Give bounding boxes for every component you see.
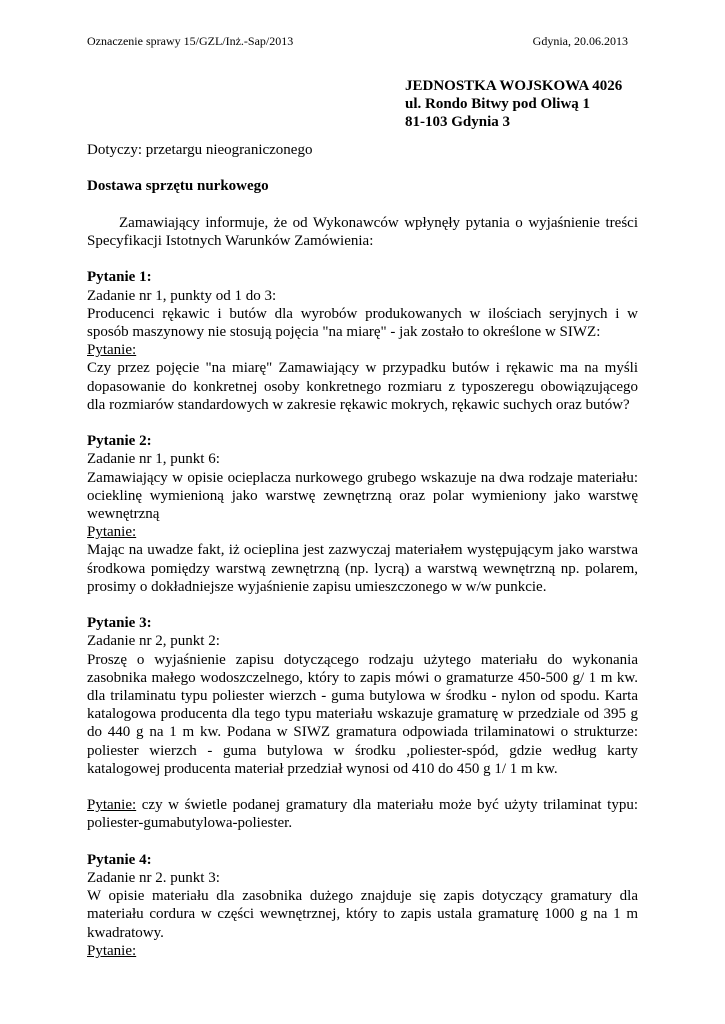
question-context: Producenci rękawic i butów dla wyrobów produkowanych w ilościach seryjnych i w sposób maszynowy nie stosują pojęcia "na miarę" - jak zostało to określone w SIWZ: bbox=[87, 305, 638, 340]
address-line-3: 81-103 Gdynia 3 bbox=[405, 114, 511, 130]
question-label: Pytanie: bbox=[87, 524, 137, 541]
question-2-section bbox=[87, 432, 638, 596]
subject-line: Dotyczy: przetargu nieograniczonego bbox=[87, 142, 313, 158]
task-reference: Zadanie nr 2, punkt 2: bbox=[87, 633, 220, 650]
task-reference: Zadanie nr 1, punkt 6: bbox=[87, 451, 220, 468]
place-date: Gdynia, 20.06.2013 bbox=[532, 34, 628, 48]
task-reference: Zadanie nr 1, punkty od 1 do 3: bbox=[87, 287, 277, 304]
question-label: Pytanie: bbox=[87, 342, 137, 359]
question-text: Czy przez pojęcie "na miarę" Zamawiający w przypadku butów i rękawic ma na myśli dopasowanie do konkretnej osoby konkretnego rozmiaru z typoszeregu obowiązującego dla rozmiarów standardowych w zakresie rękawic mokrych, rękawic suchych oraz butów? bbox=[87, 360, 638, 413]
question-label: Pytanie: bbox=[87, 942, 137, 959]
question-1-section bbox=[87, 268, 638, 414]
address-line-1: JEDNOSTKA WOJSKOWA 4026 bbox=[405, 78, 623, 94]
question-text: czy w świetle podanej gramatury dla materiału może być użyty trilaminat typu: poliester-gumabutylowa-poliester. bbox=[87, 797, 638, 832]
question-text: Mając na uwadze fakt, iż ocieplina jest zazwyczaj materiałem występującym jako warstwa środkowa pomiędzy warstwą zewnętrzną (np. lycrą) a warstwą wewnętrzną np. polarem, prosimy o dokładniejsze wyjaśnienie zapisu umieszczonego w w/w punkcie. bbox=[87, 542, 638, 595]
question-heading: Pytanie 3: bbox=[87, 615, 152, 632]
question-heading: Pytanie 1: bbox=[87, 269, 152, 286]
question-text-line bbox=[87, 796, 638, 832]
task-reference: Zadanie nr 2. punkt 3: bbox=[87, 870, 220, 887]
document-title: Dostawa sprzętu nurkowego bbox=[87, 178, 269, 195]
question-context: Proszę o wyjaśnienie zapisu dotyczącego rodzaju użytego materiału do wykonania zasobnika małego wodoszczelnego, który to zapis mówi o gramaturze 450-500 g/ 1 m kw. dla trilaminatu typu poliester wierzch - guma butylowa w środku - nylon od spodu. Karta katalogowa producenta dla tego typu materiału wskazuje gramaturę w przedziale od 395 g do 440 g na 1 m kw. Podana w SIWZ gramatura odpowiada trilaminatowi o strukturze: poliester wierzch - guma butylowa w środku ,poliester-spód, gdzie według karty katalogowej producenta materiał przedział wynosi od 410 do 450 g 1/ 1 m kw. bbox=[87, 651, 638, 777]
case-reference: Oznaczenie sprawy 15/GZL/Inż.-Sap/2013 bbox=[87, 34, 294, 48]
question-3-section bbox=[87, 614, 638, 832]
question-label: Pytanie: bbox=[87, 797, 137, 814]
address-line-2: ul. Rondo Bitwy pod Oliwą 1 bbox=[405, 96, 591, 112]
question-4-section bbox=[87, 851, 638, 960]
document-body bbox=[87, 141, 638, 960]
recipient-address bbox=[405, 77, 622, 131]
question-heading: Pytanie 4: bbox=[87, 851, 152, 868]
question-context: W opisie materiału dla zasobnika dużego znajduje się zapis dotyczący gramatury dla materiału cordura w części wewnętrznej, który to zapis ustala gramaturę 1000 g na 1 m kwadratowy. bbox=[87, 888, 638, 941]
question-heading: Pytanie 2: bbox=[87, 433, 152, 450]
question-context: Zamawiający w opisie ocieplacza nurkowego grubego wskazuje na dwa rodzaje materiału: ocieklinę wymienioną jako warstwę zewnętrzną oraz polar wymieniony jako warstwę wewnętrzną bbox=[87, 469, 638, 522]
intro-paragraph: Zamawiający informuje, że od Wykonawców wpłynęły pytania o wyjaśnienie treści Specyfikacji Istotnych Warunków Zamówienia: bbox=[87, 214, 638, 249]
